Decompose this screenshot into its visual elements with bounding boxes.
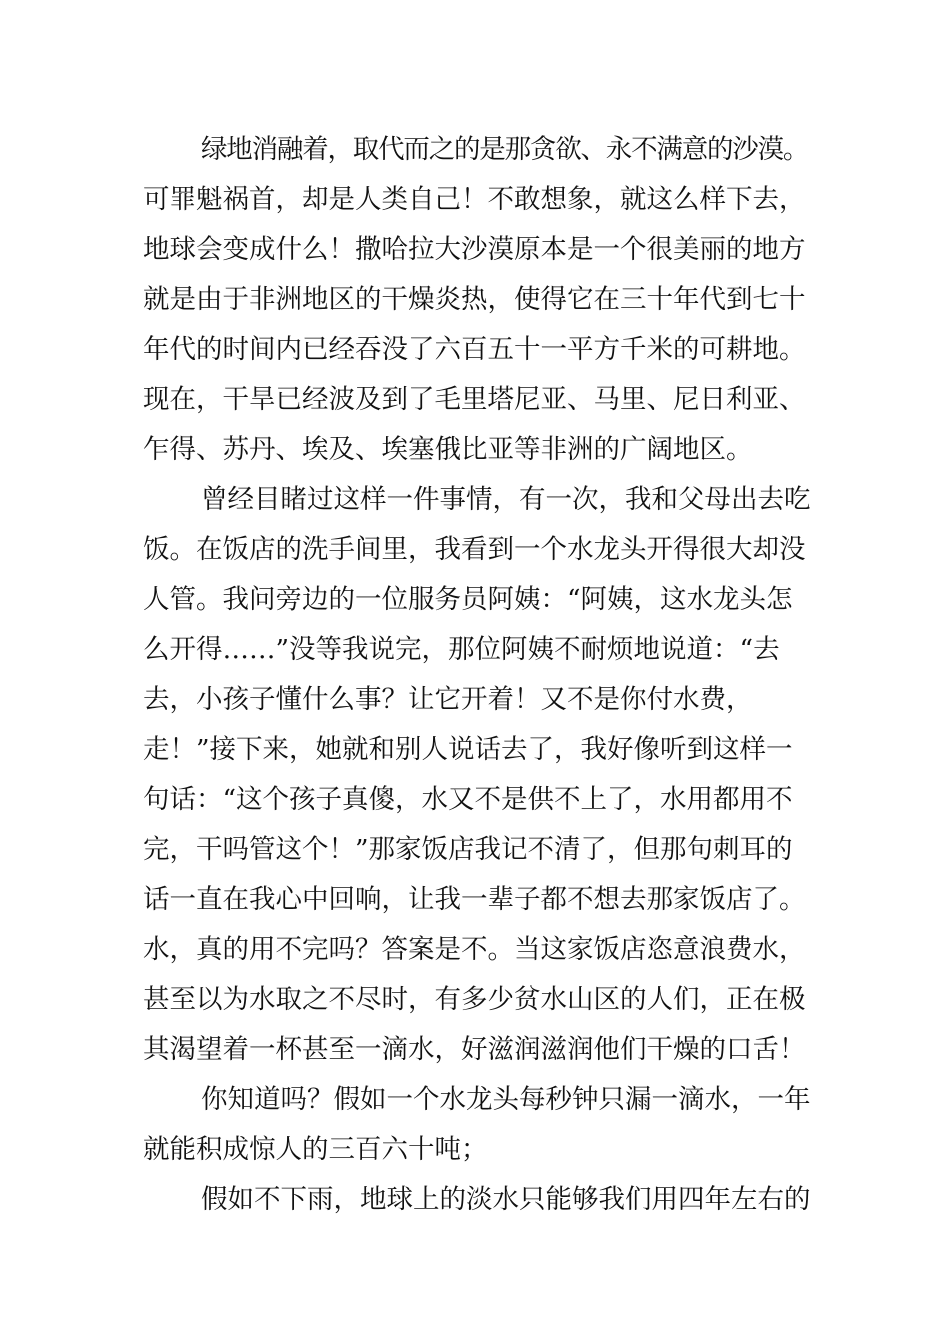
text-line: 甚至以为水取之不尽时，有多少贫水山区的人们，正在极: [143, 984, 806, 1015]
text-line: 乍得、苏丹、埃及、埃塞俄比亚等非洲的广阔地区。: [143, 434, 753, 465]
text-line: 曾经目睹过这样一件事情，有一次，我和父母出去吃: [201, 484, 811, 515]
text-line: 就是由于非洲地区的干燥炎热，使得它在三十年代到七十: [143, 284, 806, 315]
text-line: 饭。在饭店的洗手间里，我看到一个水龙头开得很大却没: [143, 534, 806, 565]
text-line: 句话：“这个孩子真傻，水又不是供不上了，水用都用不: [143, 784, 793, 815]
text-line: 话一直在我心中回响，让我一辈子都不想去那家饭店了。: [143, 884, 806, 915]
text-line: 就能积成惊人的三百六十吨；: [143, 1134, 488, 1165]
document-body: [143, 125, 813, 1225]
text-line: 人管。我问旁边的一位服务员阿姨：“阿姨，这水龙头怎: [143, 584, 793, 615]
text-line: 么开得……”没等我说完，那位阿姨不耐烦地说道：“去: [143, 634, 780, 665]
text-line: 其渴望着一杯甚至一滴水，好滋润滋润他们干燥的口舌！: [143, 1034, 806, 1065]
text-line: 走！”接下来，她就和别人说话去了，我好像听到这样一: [143, 734, 793, 765]
text-line: 绿地消融着，取代而之的是那贪欲、永不满意的沙漠。: [201, 134, 809, 165]
text-line: 完，干吗管这个！”那家饭店我记不清了，但那句刺耳的: [143, 834, 793, 865]
text-line: 可罪魁祸首，却是人类自己！不敢想象，就这么样下去，: [143, 184, 806, 215]
text-line: 地球会变成什么！撒哈拉大沙漠原本是一个很美丽的地方: [143, 234, 806, 265]
text-line: 现在，干旱已经波及到了毛里塔尼亚、马里、尼日利亚、: [143, 384, 806, 415]
text-line: 去，小孩子懂什么事？让它开着！又不是你付水费，: [143, 684, 753, 715]
text-line: 年代的时间内已经吞没了六百五十一平方千米的可耕地。: [143, 334, 806, 365]
text-line: 假如不下雨，地球上的淡水只能够我们用四年左右的: [201, 1184, 811, 1215]
text-line: 你知道吗？假如一个水龙头每秒钟只漏一滴水，一年: [201, 1084, 811, 1115]
text-line: 水，真的用不完吗？答案是不。当这家饭店恣意浪费水，: [143, 934, 806, 965]
